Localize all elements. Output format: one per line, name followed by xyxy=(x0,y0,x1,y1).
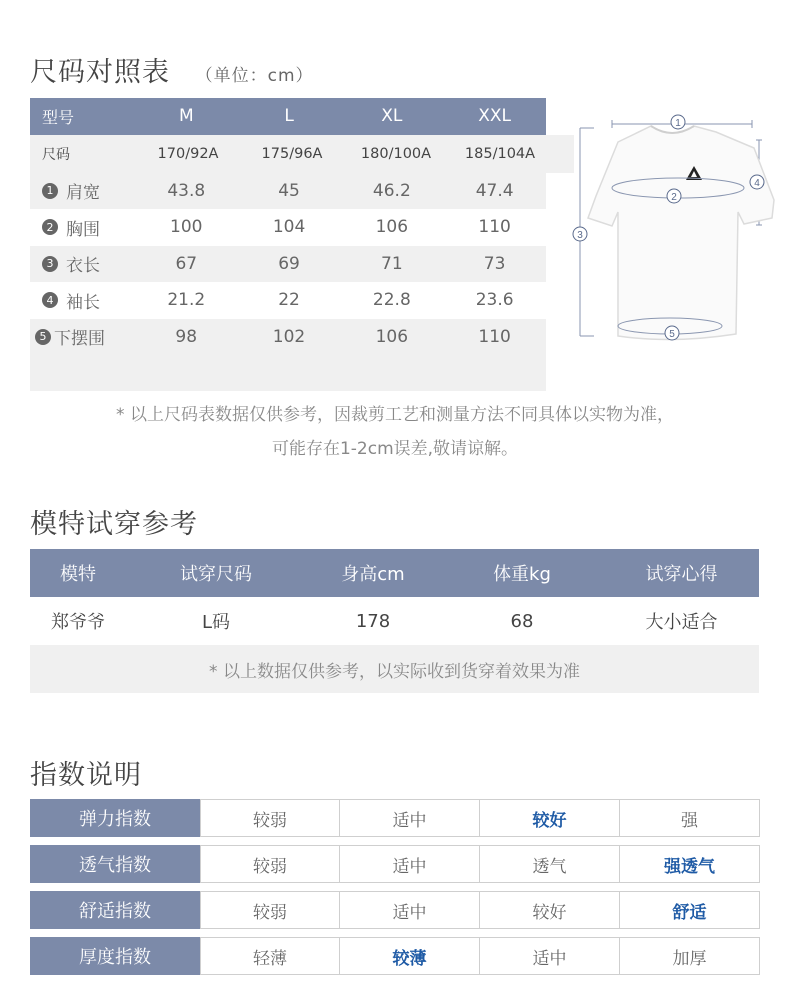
header-cell: 模特 xyxy=(60,564,96,585)
index-option: 轻薄 xyxy=(200,937,340,975)
model-height: 178 xyxy=(355,610,391,632)
value-cell: 45 xyxy=(278,180,300,201)
size-row-sleeve xyxy=(30,282,546,319)
value-cell: 104 xyxy=(272,217,306,238)
header-cell: XXL xyxy=(478,106,511,127)
index-label: 舒适指数 xyxy=(30,891,200,929)
marker-3-icon: 3 xyxy=(42,256,58,272)
code-cell: 尺码 xyxy=(42,146,70,163)
index-section-title: 指数说明 xyxy=(30,760,142,791)
header-cell: 型号 xyxy=(42,107,75,127)
index-option: 较弱 xyxy=(200,891,340,929)
value-cell: 106 xyxy=(375,217,409,238)
value-cell: 106 xyxy=(375,326,409,347)
figure-marker-2 xyxy=(667,189,681,203)
value-cell: 100 xyxy=(170,217,203,238)
model-size: L码 xyxy=(201,612,231,633)
value-cell: 110 xyxy=(478,326,511,347)
size-row-length xyxy=(30,246,546,283)
value-cell: 71 xyxy=(381,253,403,274)
svg-text:4: 4 xyxy=(754,178,760,189)
marker-5-icon: 5 xyxy=(35,329,51,345)
code-cell: 180/100A xyxy=(360,145,432,162)
header-cell: 身高cm xyxy=(341,564,405,585)
model-name: 郑爷爷 xyxy=(51,612,105,633)
row-label: 下摆围 xyxy=(54,329,105,350)
value-cell: 21.2 xyxy=(167,290,206,311)
figure-marker-4 xyxy=(750,175,764,189)
index-option: 较弱 xyxy=(200,845,340,883)
size-chart-unit: （单位：cm） xyxy=(195,66,314,86)
svg-text:3: 3 xyxy=(577,230,583,241)
index-option-selected: 强透气 xyxy=(620,845,760,883)
header-cell: XL xyxy=(381,106,403,127)
model-weight: 68 xyxy=(510,610,534,632)
index-row-elasticity xyxy=(30,799,761,837)
value-cell: 23.6 xyxy=(475,290,514,311)
index-option: 适中 xyxy=(340,799,480,837)
model-feedback: 大小适合 xyxy=(645,612,718,633)
size-row-chest xyxy=(30,209,546,246)
value-cell: 43.8 xyxy=(167,180,206,201)
value-cell: 102 xyxy=(272,326,306,347)
model-table xyxy=(30,549,759,693)
index-option: 透气 xyxy=(480,845,620,883)
index-row-breathability xyxy=(30,845,761,883)
index-option: 适中 xyxy=(480,937,620,975)
value-cell: 67 xyxy=(175,253,198,274)
index-option-selected: 较薄 xyxy=(340,937,480,975)
header-cell: 体重kg xyxy=(493,564,551,585)
size-note-line-1: * 以上尺码表数据仅供参考，因裁剪工艺和测量方法不同具体以实物为准， xyxy=(116,405,674,425)
row-label: 胸围 xyxy=(66,219,100,240)
row-label: 衣长 xyxy=(66,256,100,277)
figure-marker-5 xyxy=(665,326,679,340)
size-row-hem xyxy=(30,319,546,356)
index-option: 较弱 xyxy=(200,799,340,837)
row-label: 袖长 xyxy=(66,292,100,313)
model-section-title: 模特试穿参考 xyxy=(30,509,198,540)
marker-4-icon: 4 xyxy=(42,292,58,308)
index-row-thickness xyxy=(30,937,761,975)
model-header-row xyxy=(30,549,759,597)
marker-2-icon: 2 xyxy=(42,219,58,235)
value-cell: 110 xyxy=(478,217,511,238)
svg-text:5: 5 xyxy=(669,329,675,340)
row-label: 肩宽 xyxy=(66,183,100,204)
index-option: 适中 xyxy=(340,845,480,883)
size-chart-header-row xyxy=(30,98,546,135)
value-cell: 22.8 xyxy=(372,290,411,311)
size-chart-table xyxy=(30,98,574,391)
figure-marker-3 xyxy=(573,227,587,241)
size-note-line-2: 可能存在1-2cm误差,敬请谅解。 xyxy=(271,439,519,459)
size-row-shoulder xyxy=(30,173,546,210)
value-cell: 69 xyxy=(278,253,300,274)
header-cell: 试穿心得 xyxy=(645,564,718,585)
value-cell: 46.2 xyxy=(372,180,411,201)
tshirt-measure-figure xyxy=(566,108,778,348)
index-option: 较好 xyxy=(480,891,620,929)
index-label: 厚度指数 xyxy=(30,937,200,975)
header-cell: 试穿尺码 xyxy=(180,564,252,585)
size-chart-title xyxy=(30,50,314,89)
index-label: 透气指数 xyxy=(30,845,200,883)
code-cell: 170/92A xyxy=(157,145,219,162)
value-cell: 22 xyxy=(278,290,300,311)
model-data-row xyxy=(30,597,759,645)
model-note: * 以上数据仅供参考，以实际收到货穿着效果为准 xyxy=(30,645,759,693)
header-cell: L xyxy=(284,106,294,127)
index-option-selected: 较好 xyxy=(480,799,620,837)
svg-text:2: 2 xyxy=(671,192,677,203)
code-cell: 185/104A xyxy=(464,145,536,162)
svg-text:1: 1 xyxy=(675,118,681,129)
index-option-selected: 舒适 xyxy=(620,891,760,929)
size-chart-title-text: 尺码对照表 xyxy=(30,57,170,88)
value-cell: 98 xyxy=(175,326,198,347)
index-row-comfort xyxy=(30,891,761,929)
index-option: 加厚 xyxy=(620,937,760,975)
index-option: 适中 xyxy=(340,891,480,929)
value-cell: 73 xyxy=(483,253,506,274)
index-label: 弹力指数 xyxy=(30,799,200,837)
code-cell: 175/96A xyxy=(261,145,323,162)
header-cell: M xyxy=(178,106,194,127)
value-cell: 47.4 xyxy=(475,180,514,201)
marker-1-icon: 1 xyxy=(42,183,58,199)
size-chart-empty-row xyxy=(30,355,546,391)
index-option: 强 xyxy=(620,799,760,837)
figure-marker-1 xyxy=(671,115,685,129)
index-table xyxy=(30,799,761,983)
size-code-row xyxy=(30,135,574,173)
